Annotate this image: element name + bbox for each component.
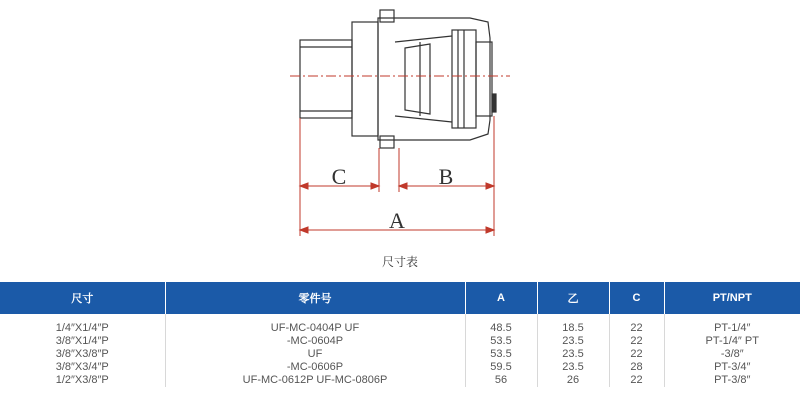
cell-part-number: UF: [165, 348, 465, 361]
header-size: 尺寸: [0, 282, 165, 314]
table-row: [0, 361, 800, 374]
hex-collar: [352, 22, 378, 136]
cell-a: 48.5: [465, 314, 537, 335]
header-part-number: 零件号: [165, 282, 465, 314]
header-a: A: [465, 282, 537, 314]
cap-lip: [492, 94, 496, 112]
cell-part-number: UF-MC-0404P UF: [165, 314, 465, 335]
header-thread: PT/NPT: [664, 282, 800, 314]
cell-c: 22: [609, 335, 664, 348]
cell-size: 1/4″X1/4″P: [0, 314, 165, 335]
cell-size: 1/2″X3/8″P: [0, 374, 165, 387]
inner-cone: [395, 36, 452, 122]
cell-c: 22: [609, 348, 664, 361]
table-caption: 尺寸表: [381, 255, 418, 269]
cell-size: 3/8″X3/4″P: [0, 361, 165, 374]
cell-c: 22: [609, 314, 664, 335]
cell-size: 3/8″X3/8″P: [0, 348, 165, 361]
cell-part-number: -MC-0604P: [165, 335, 465, 348]
cell-thread: PT-1/4″ PT: [705, 335, 759, 347]
cell-thread: PT-1/4″: [714, 322, 751, 334]
main-body: [378, 18, 490, 140]
cell-a: 59.5: [465, 361, 537, 374]
thread-body: [300, 40, 352, 118]
cell-b: 23.5: [537, 348, 609, 361]
cell-a: 53.5: [465, 335, 537, 348]
table-header-row: [0, 282, 800, 314]
cell-b: 23.5: [537, 361, 609, 374]
cell-c: 22: [609, 374, 664, 387]
cell-a: 56: [465, 374, 537, 387]
dimension-a-label: A: [389, 208, 405, 233]
header-c: C: [609, 282, 664, 314]
header-b: 乙: [537, 282, 609, 314]
dimension-b-label: B: [438, 164, 454, 189]
fitting-outline: [300, 10, 496, 148]
table-row: [0, 314, 800, 335]
cell-part-number: -MC-0606P: [165, 361, 465, 374]
nut-tab-bottom: [380, 136, 394, 148]
cell-c: 28: [609, 361, 664, 374]
cell-a: 53.5: [465, 348, 537, 361]
cell-b: 23.5: [537, 335, 609, 348]
dimension-c-label: C: [331, 164, 347, 189]
cell-thread: PT-3/8″: [714, 374, 751, 386]
cell-part-number: UF-MC-0612P UF-MC-0806P: [165, 374, 465, 387]
cell-thread: PT-3/4″: [714, 361, 751, 373]
cell-thread: -3/8″: [720, 348, 744, 360]
table-row: [0, 374, 800, 387]
cell-b: 18.5: [537, 314, 609, 335]
table-row: [0, 335, 800, 348]
table-row: [0, 348, 800, 361]
cell-size: 3/8″X1/4″P: [0, 335, 165, 348]
nut-tab-top: [380, 10, 394, 22]
dimension-table: [0, 282, 800, 387]
cell-b: 26: [537, 374, 609, 387]
